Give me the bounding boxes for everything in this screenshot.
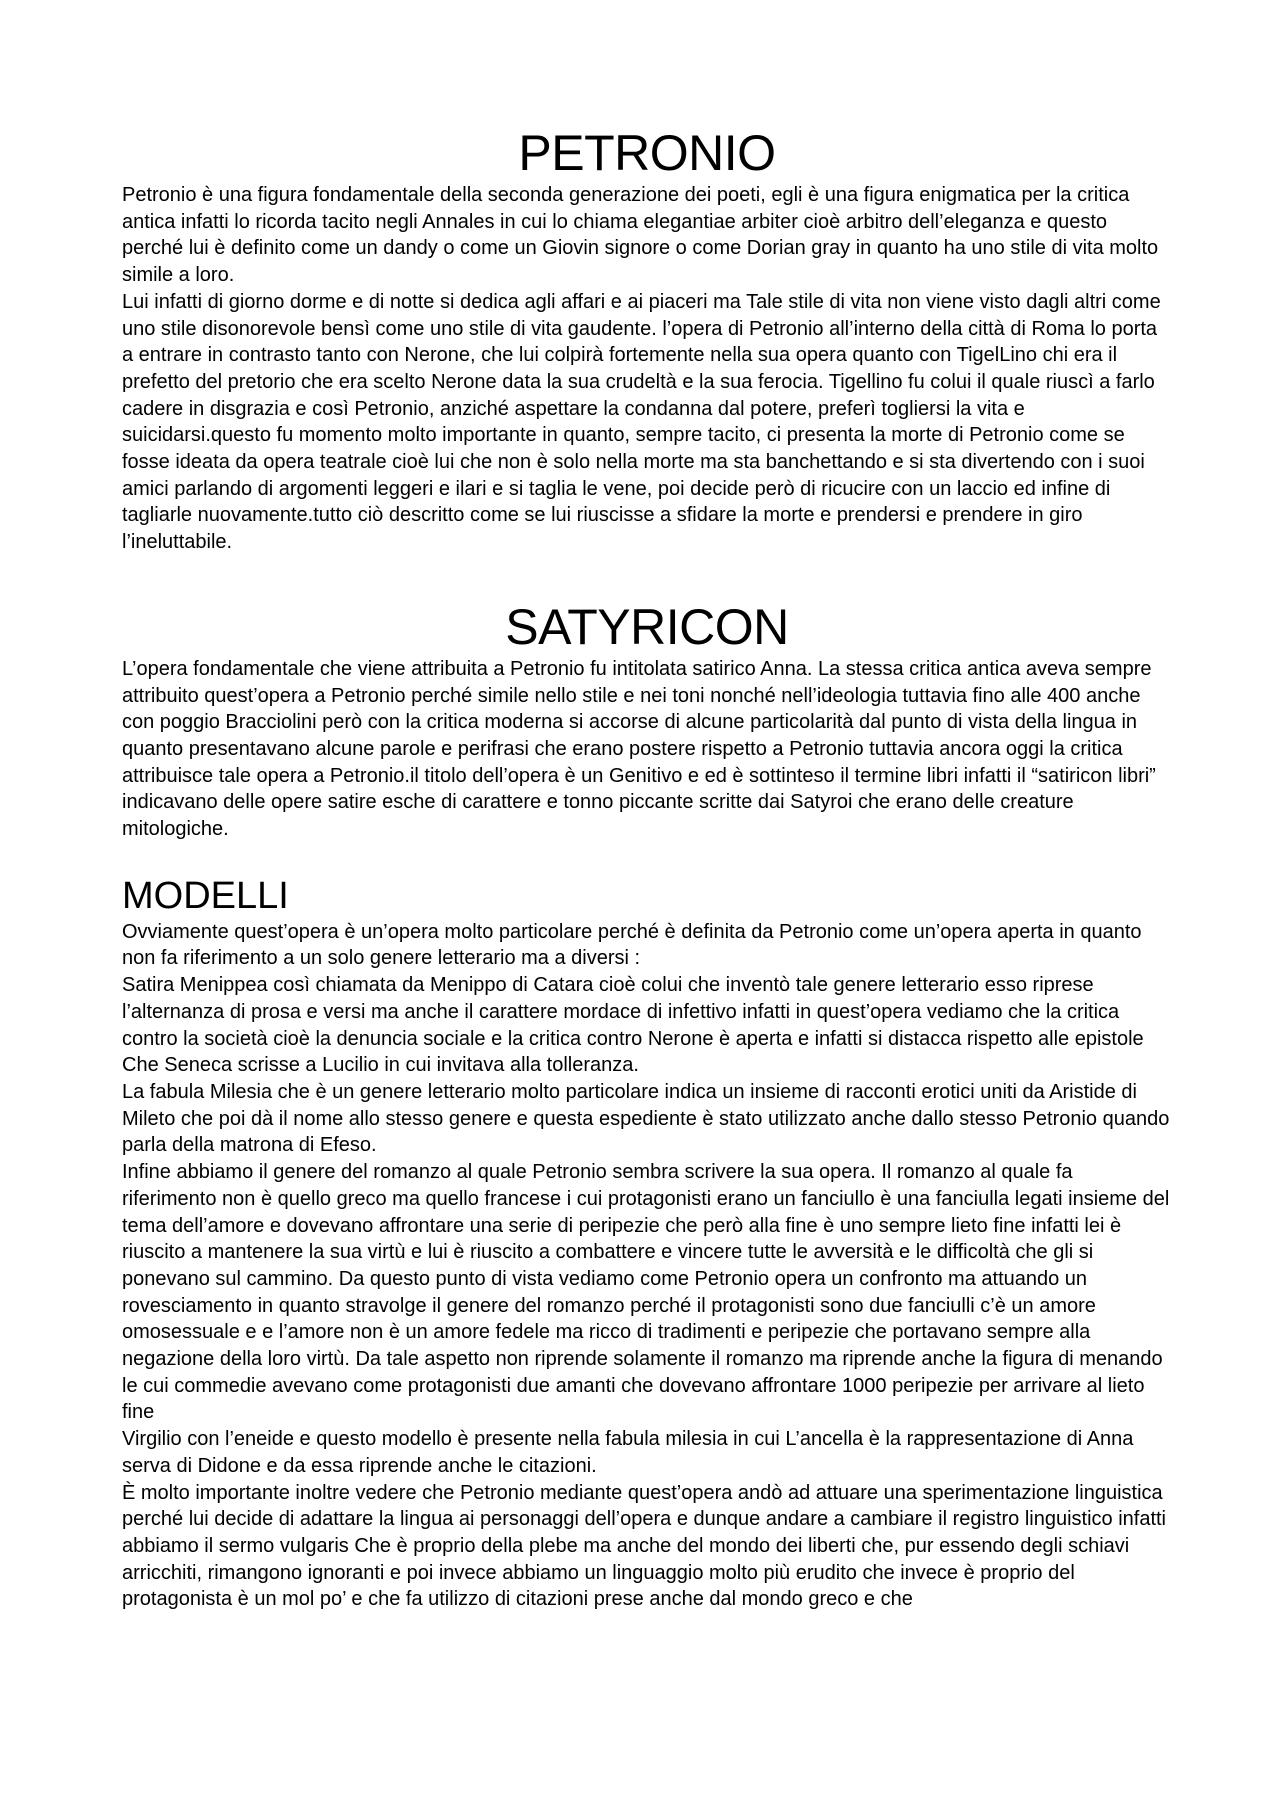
paragraph: È molto importante inoltre vedere che Petronio mediante quest’opera andò ad attuare una sperimentazione linguistica perché lui decide di adattare la lingua ai personaggi dell’opera e dunque andare a cambiare il registro linguistico infatti abbiamo il sermo vulgaris Che è proprio della plebe ma anche del mondo dei liberti che, pur essendo degli schiavi arricchiti, rimangono ignoranti e poi invece abbiamo un linguaggio molto più erudito che invece è proprio del protagonista è un mol po’ e che fa utilizzo di citazioni prese anche dal mondo greco e che (122, 1481, 1166, 1611)
paragraph: L’opera fondamentale che viene attribuita a Petronio fu intitolata satirico Anna. La stessa critica antica aveva sempre attribuito quest’opera a Petronio perché simile nello stile e nei toni nonché nell’ideologia tuttavia fino alle 400 anche con poggio Bracciolini però con la critica moderna si accorse di alcune particolarità dal punto di vista della lingua in quanto presentavano alcune parole e perifrasi che erano postere rispetto a Petronio tuttavia ancora oggi la critica attribuisce tale opera a Petronio.il titolo dell’opera è un Genitivo e ed è sottinteso il termine libri infatti il “satiricon libri” indicavano delle opere satire esche di carattere e tonno piccante scritte dai Satyroi che erano delle creature mitologiche. (122, 657, 1156, 841)
paragraph: Virgilio con l’eneide e questo modello è presente nella fabula milesia in cui L’ancella è la rappresentazione di Anna serva di Didone e da essa riprende anche le citazioni. (122, 1428, 1134, 1477)
section-title-petronio: PETRONIO (518, 125, 776, 181)
document-content (122, 124, 1172, 1613)
paragraph: Satira Menippea così chiamata da Menippo di Catara cioè colui che inventò tale genere letterario esso riprese l’alternanza di prosa e versi ma anche il carattere mordace di infettivo infatti in quest’opera vediamo che la critica contro la società cioè la denuncia sociale e la critica contro Nerone è aperta e infatti si distacca rispetto alle epistole Che Seneca scrisse a Lucilio in cui invitava alla tolleranza. (122, 974, 1144, 1077)
paragraph: La fabula Milesia che è un genere letterario molto particolare indica un insieme di racconti erotici uniti da Aristide di Mileto che poi dà il nome allo stesso genere e questa espediente è stato utilizzato anche dallo stesso Petronio quando parla della matrona di Efeso. (122, 1080, 1170, 1157)
paragraph: Lui infatti di giorno dorme e di notte si dedica agli affari e ai piaceri ma Tale stile di vita non viene visto dagli altri come uno stile disonorevole bensì come uno stile di vita gaudente. l’opera di Petronio all’interno della città di Roma lo porta a entrare in contrasto tanto con Nerone, che lui colpirà fortemente nella sua opera quanto con TigelLino chi era il prefetto del pretorio che era scelto Nerone data la sua crudeltà e la sua ferocia. Tigellino fu colui il quale riuscì a farlo cadere in disgrazia e così Petronio, anziché aspettare la condanna dal potere, preferì togliersi la vita e suicidarsi.questo fu momento molto importante in quanto, sempre tacito, ci presenta la morte di Petronio come se fosse ideata da opera teatrale cioè lui che non è solo nella morte ma sta banchettando e si sta divertendo con i suoi amici parlando di argomenti leggeri e ilari e si taglia le vene, poi decide però di ricucire con un laccio ed infine di tagliarle nuovamente.tutto ciò descritto come se lui riuscisse a sfidare la morte e prendersi e prendere in giro l’ineluttabile. (122, 290, 1161, 554)
section-title-satyricon: SATYRICON (505, 598, 789, 655)
paragraph: Petronio è una figura fondamentale della seconda generazione dei poeti, egli è una figura enigmatica per la critica antica infatti lo ricorda tacito negli Annales in cui lo chiama elegantiae arbiter cioè arbitro dell’eleganza e questo perché lui è definito come un dandy o come un Giovin signore o come Dorian gray in quanto ha uno stile di vita molto simile a loro. (122, 184, 1159, 287)
paragraph: Infine abbiamo il genere del romanzo al quale Petronio sembra scrivere la sua opera. Il romanzo al quale fa riferimento non è quello greco ma quello francese i cui protagonisti erano un fanciullo è una fanciulla legati insieme del tema dell’amore e dovevano affrontare una serie di peripezie che però alla fine è uno sempre lieto fine infatti lei è riuscito a mantenere la sua virtù e lui è riuscito a combattere e vincere tutte le avversità e le difficoltà che gli si ponevano sul cammino. Da questo punto di vista vediamo come Petronio opera un confronto ma attuando un rovesciamento in quanto stravolge il genere del romanzo perché il protagonisti sono due fanciulli c’è un amore omosessuale e e l’amore non è un amore fedele ma ricco di tradimenti e peripezie che portavano sempre alla negazione della loro virtù. Da tale aspetto non riprende solamente il romanzo ma riprende anche la figura di menando le cui commedie avevano come protagonisti due amanti che dovevano affrontare 1000 peripezie per arrivare al lieto fine (122, 1161, 1170, 1424)
section-title-modelli: MODELLI (122, 874, 289, 917)
paragraph: Ovviamente quest’opera è un’opera molto particolare perché è definita da Petronio come un’opera aperta in quanto non fa riferimento a un solo genere letterario ma a diversi : (122, 920, 1142, 970)
